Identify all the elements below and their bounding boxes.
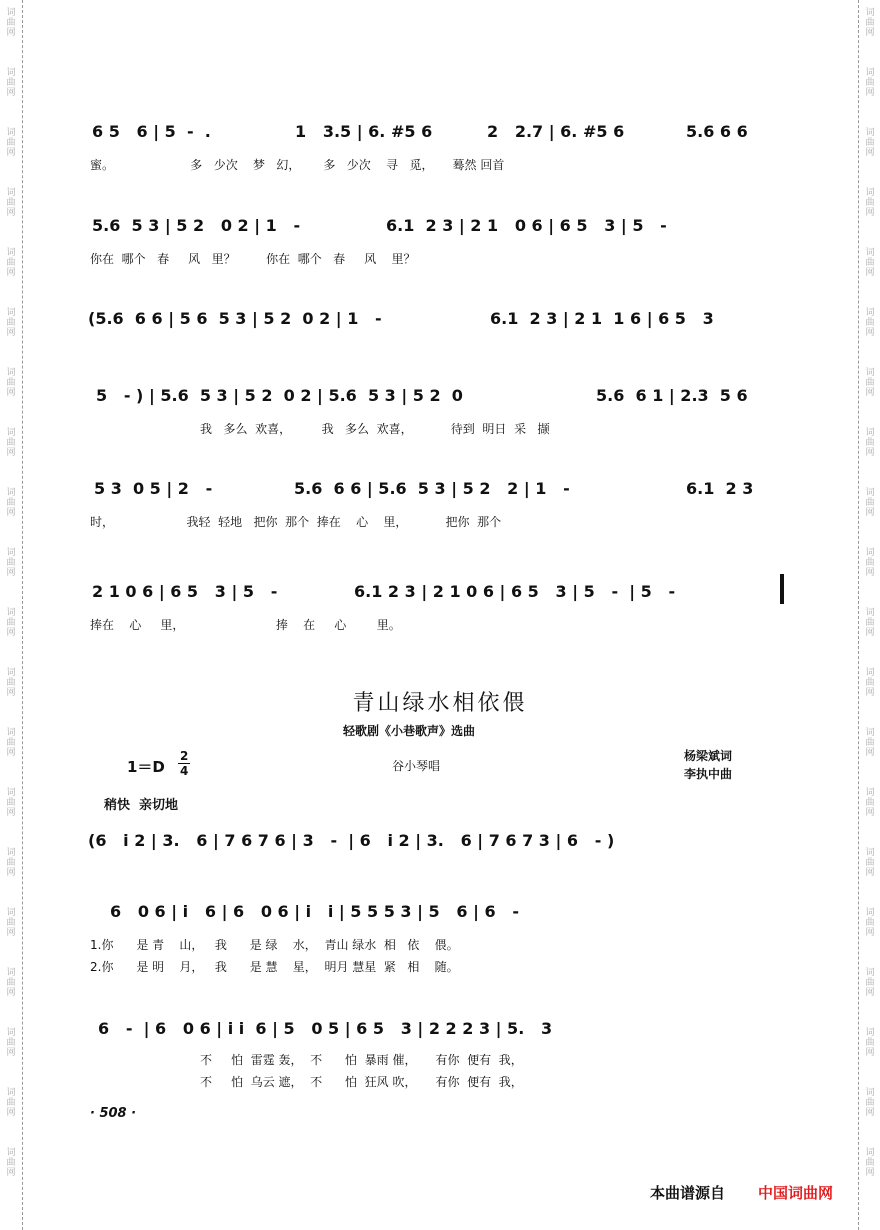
final-barline [780,574,784,604]
right-watermark-strip [858,0,880,1230]
watermark-glyphs: 词 曲 网 [865,608,875,638]
watermark-glyphs: 词 曲 网 [865,548,875,578]
song1-line6-notes-a: 2 1 0 6 | 6 5 3 | 5 - [92,582,278,601]
tempo-marking: 稍快 亲切地 [104,798,179,813]
song1-line4-notes-b: 5.6 6 1 | 2.3 5 6 [596,386,748,405]
song1-line1-notes-c: 2 2.7 | 6. #5 6 [487,122,625,141]
song1-line6-notes-b: 6.1 2 3 | 2 1 0 6 | 6 5 3 | 5 - | 5 - [354,582,676,601]
song1-line1-lyrics: 蜜。 多 少次 梦 幻， 多 少次 寻 觅， 蓦然 回首 [90,158,505,172]
song1-line5-notes-a: 5 3 0 5 | 2 - [94,479,213,498]
watermark-glyphs: 词 曲 网 [865,1028,875,1058]
watermark-glyphs: 词 曲 网 [865,308,875,338]
song1-line3-notes-a: (5.6 6 6 | 5 6 5 3 | 5 2 0 2 | 1 - [88,309,382,328]
watermark-glyphs: 词 曲 网 [865,968,875,998]
watermark-glyphs: 词 曲 网 [6,188,16,218]
watermark-glyphs: 词 曲 网 [865,368,875,398]
watermark-glyphs: 词 曲 网 [6,1148,16,1178]
time-signature-bottom: 4 [180,764,189,778]
watermark-glyphs: 词 曲 网 [865,188,875,218]
watermark-glyphs: 词 曲 网 [6,608,16,638]
watermark-glyphs: 词 曲 网 [865,848,875,878]
song1-line2-notes-a: 5.6 5 3 | 5 2 0 2 | 1 - [92,216,301,235]
watermark-glyphs: 词 曲 网 [865,908,875,938]
watermark-glyphs: 词 曲 网 [6,428,16,458]
key-signature: 1＝D [127,758,165,776]
song1-line4-notes-a: 5 - ) | 5.6 5 3 | 5 2 0 2 | 5.6 5 3 | 5 2 0 [96,386,463,405]
time-signature-top: 2 [180,749,189,763]
watermark-glyphs: 词 曲 网 [865,668,875,698]
lyricist-credit: 杨梁斌词 [684,749,733,763]
left-watermark-strip [0,0,23,1230]
song2-line3-lyrics2: 不 怕 乌云 遮， 不 怕 狂风 吹， 有你 便有 我， [200,1075,523,1089]
watermark-glyphs: 词 曲 网 [6,908,16,938]
watermark-glyphs: 词 曲 网 [865,1148,875,1178]
watermark-glyphs: 词 曲 网 [865,68,875,98]
song2-subtitle: 轻歌剧《小巷歌声》选曲 [343,724,476,738]
song1-line4-lyrics: 我 多么 欢喜， 我 多么 欢喜， 待到 明日 采 撷 [200,422,550,436]
song2-line2-lyrics1: 1.你 是 青 山， 我 是 绿 水， 青山 绿水 相 依 偎。 [90,938,459,952]
watermark-glyphs: 词 曲 网 [6,248,16,278]
composer-credit: 李执中曲 [684,767,733,781]
watermark-glyphs: 词 曲 网 [6,968,16,998]
song1-line1-notes-b: 1 3.5 | 6. #5 6 [295,122,433,141]
song1-line5-notes-c: 6.1 2 3 [686,479,754,498]
time-signature-line [178,763,190,764]
watermark-glyphs: 词 曲 网 [865,128,875,158]
watermark-glyphs: 词 曲 网 [6,668,16,698]
watermark-glyphs: 词 曲 网 [6,848,16,878]
source-label: 本曲谱源自 [650,1184,726,1202]
watermark-glyphs: 词 曲 网 [865,248,875,278]
watermark-glyphs: 词 曲 网 [6,128,16,158]
song1-line2-notes-b: 6.1 2 3 | 2 1 0 6 | 6 5 3 | 5 - [386,216,667,235]
watermark-glyphs: 词 曲 网 [865,8,875,38]
watermark-glyphs: 词 曲 网 [865,728,875,758]
watermark-glyphs: 词 曲 网 [865,488,875,518]
song2-line3-notes: 6 - | 6 0 6 | i i 6 | 5 0 5 | 6 5 3 | 2 2 2 3 | 5. 3 [98,1019,553,1038]
song1-line1-notes-a: 6 5 6 | 5 - . [92,122,211,141]
song1-line1-notes-d: 5.6 6 6 [686,122,748,141]
song1-line5-lyrics: 时， 我轻 轻地 把你 那个 捧在 心 里， 把你 那个 [90,515,502,529]
song2-line1-notes: (6 i 2 | 3. 6 | 7 6 7 6 | 3 - | 6 i 2 | 3. 6 | 7 6 7 3 | 6 - ) [88,831,615,850]
watermark-glyphs: 词 曲 网 [6,1028,16,1058]
watermark-glyphs: 词 曲 网 [6,548,16,578]
song1-line5-notes-b: 5.6 6 6 | 5.6 5 3 | 5 2 2 | 1 - [294,479,570,498]
source-site-link[interactable]: 中国词曲网 [758,1184,834,1202]
watermark-glyphs: 词 曲 网 [6,8,16,38]
song1-line3-notes-b: 6.1 2 3 | 2 1 1 6 | 6 5 3 [490,309,714,328]
watermark-glyphs: 词 曲 网 [865,1088,875,1118]
page-number: · 508 · [90,1106,137,1121]
singer-credit: 谷小琴唱 [392,759,441,773]
watermark-glyphs: 词 曲 网 [6,728,16,758]
song2-line3-lyrics1: 不 怕 雷霆 轰， 不 怕 暴雨 催， 有你 便有 我， [200,1053,523,1067]
watermark-glyphs: 词 曲 网 [6,68,16,98]
watermark-glyphs: 词 曲 网 [865,788,875,818]
watermark-glyphs: 词 曲 网 [6,308,16,338]
watermark-glyphs: 词 曲 网 [6,1088,16,1118]
song2-line2-notes: 6 0 6 | i 6 | 6 0 6 | i i | 5 5 5 3 | 5 6 | 6 - [110,902,519,921]
song1-line6-lyrics: 捧在 心 里， 捧 在 心 里。 [90,618,401,632]
watermark-glyphs: 词 曲 网 [6,488,16,518]
watermark-glyphs: 词 曲 网 [865,428,875,458]
song2-line2-lyrics2: 2.你 是 明 月， 我 是 慧 星， 明月 慧星 紧 相 随。 [90,960,459,974]
watermark-glyphs: 词 曲 网 [6,788,16,818]
song1-line2-lyrics: 你在 哪个 春 风 里？ 你在 哪个 春 风 里？ [90,252,416,266]
song2-title: 青山绿水相依偎 [352,691,528,716]
watermark-glyphs: 词 曲 网 [6,368,16,398]
